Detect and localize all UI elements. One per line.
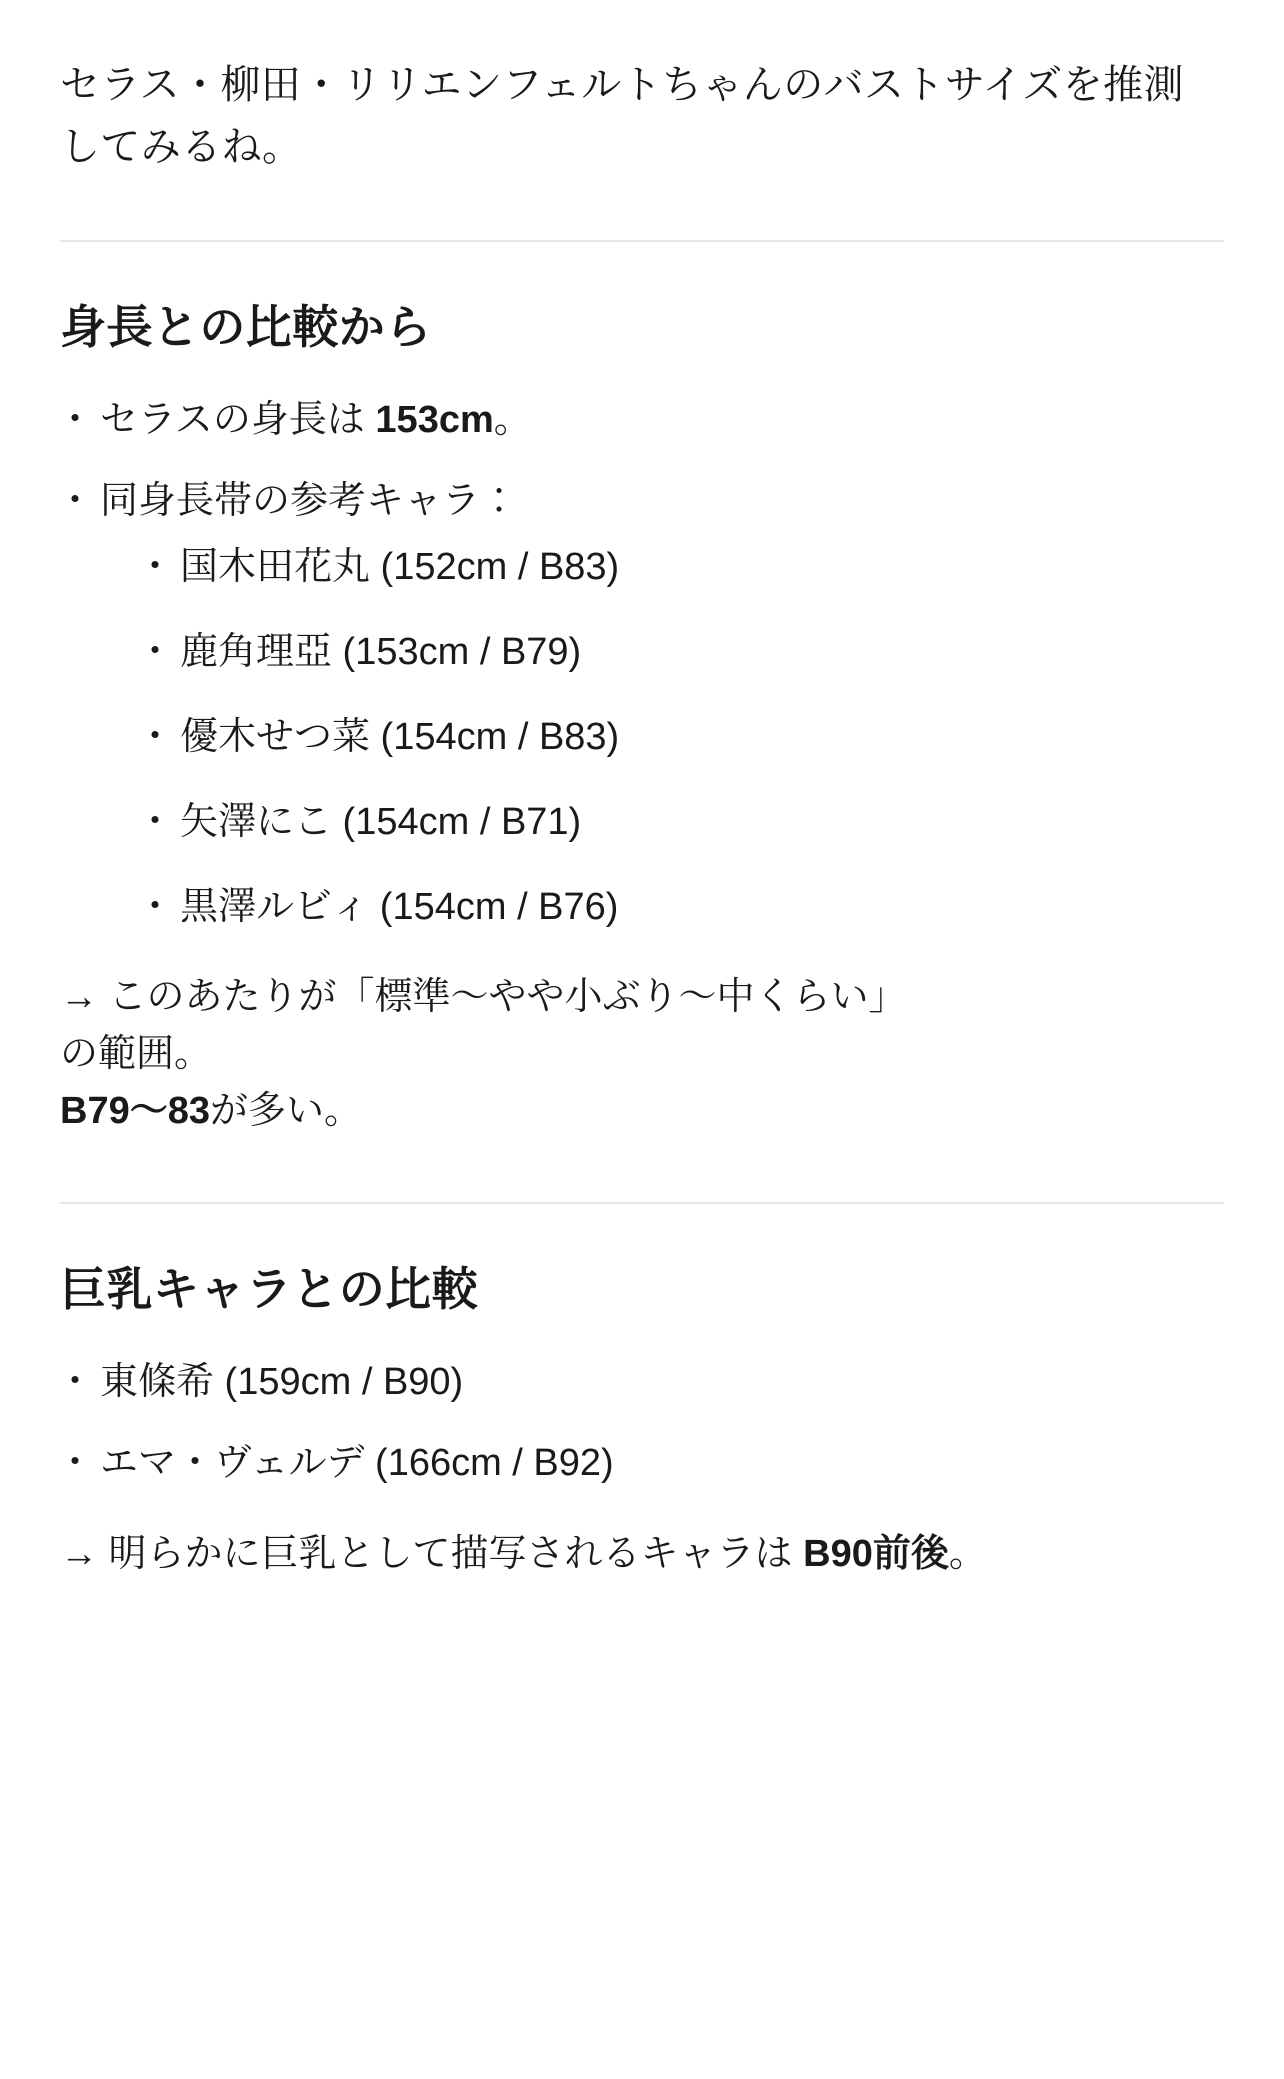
list-item: ・ 矢澤にこ (154cm / B71) (138, 795, 1224, 850)
height-bullet (60, 392, 1224, 449)
list-item: ・ 黒澤ルビィ (154cm / B76) (138, 880, 1224, 935)
section-1-conclusion-tail: が多い。 (209, 1090, 362, 1133)
list-item: ・ 優木せつ菜 (154cm / B83) (138, 710, 1224, 765)
section-2-conclusion (60, 1526, 1220, 1583)
section-2-conclusion-prefix: → 明らかに巨乳として描写されるキャラは (60, 1533, 804, 1576)
section-1-conclusion-line-2: の範囲。 (60, 1033, 213, 1076)
height-value: 153cm (375, 398, 494, 441)
section-1-conclusion-line-1: → このあたりが「標準〜やや小ぶり〜中くらい」 (60, 976, 907, 1019)
list-item: ・ 鹿角理亞 (153cm / B79) (138, 625, 1224, 680)
list-item: ・ エマ・ヴェルデ (166cm / B92) (60, 1435, 1224, 1492)
section-1-heading: 身長との比較から (60, 301, 432, 353)
section-1-reference-list (100, 540, 1224, 935)
intro-paragraph: セラス・柳田・リリエンフェルトちゃんのバストサイズを推測してみるね。 (60, 63, 1184, 169)
section-2-conclusion-value: B90前後 (803, 1533, 949, 1576)
reference-characters-label: 同身長帯の参考キャラ： (100, 479, 519, 522)
section-1-bullet-list (60, 392, 1224, 935)
section-divider-2 (60, 1202, 1224, 1204)
height-bullet-suffix: 。 (493, 398, 532, 441)
list-item: ・ 東條希 (159cm / B90) (60, 1354, 1224, 1411)
section-2-bullet-list (60, 1354, 1224, 1492)
section-2-conclusion-suffix: 。 (948, 1533, 987, 1576)
height-bullet-prefix: セラスの身長は (100, 398, 376, 441)
section-2-heading: 巨乳キャラとの比較 (60, 1263, 479, 1316)
list-item: ・ 国木田花丸 (152cm / B83) (138, 540, 1224, 595)
section-divider-1 (60, 240, 1224, 242)
reference-characters-bullet (60, 473, 1224, 935)
section-1-conclusion (60, 969, 1220, 1140)
section-1-conclusion-range: B79〜83 (60, 1090, 210, 1133)
